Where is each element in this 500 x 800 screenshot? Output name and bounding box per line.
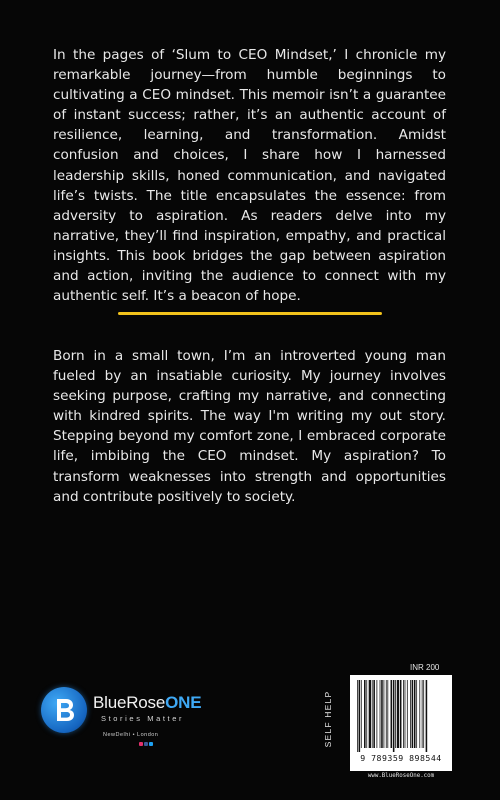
yellow-divider: [118, 312, 382, 315]
publisher-cities: NewDelhi • London: [103, 732, 159, 738]
genre-text: SELF HELP: [323, 690, 333, 748]
barcode-bar: [384, 680, 385, 748]
instagram-icon: [139, 742, 143, 746]
barcode-bar: [373, 680, 375, 748]
social-icons: [139, 742, 153, 746]
barcode-bar: [407, 680, 408, 748]
publisher-tagline: Stories Matter: [101, 714, 185, 723]
barcode-bar: [423, 680, 424, 748]
barcode-bar: [381, 680, 383, 748]
barcode-bar: [410, 680, 411, 748]
blurb-paragraph-1: In the pages of ‘Slum to CEO Mindset,’ I chronicle my remarkable journey—from humble beginnings to cultivating a CEO mindset. This memoir isn’t a guarantee of instant success; rather, it’s an authentic account of resilience, learning, and transformation. Amidst confusion and choices, I share how I harnessed leadership skills, honed communication, and navigated life’s twists. The title encapsulates the essence: from adversity to aspiration. As readers delve into my narrative, they’ll find inspiration, empathy, and practical insights. This book bridges the gap between aspiration and action, inviting the audience to connect with my authentic self. It’s a beacon of hope.: [53, 47, 446, 305]
barcode-bar: [359, 680, 361, 752]
publisher-website: www.BlueRoseOne.com: [367, 773, 435, 779]
barcode-bar: [377, 680, 378, 748]
barcode-bar: [414, 680, 416, 748]
barcode-bar: [419, 680, 420, 748]
barcode-bar: [416, 680, 417, 748]
b-monogram-icon: [41, 687, 87, 733]
barcode-bar: [422, 680, 423, 748]
barcode-bar: [357, 680, 358, 752]
publisher-logo: [41, 687, 231, 747]
publisher-name-part2: ONE: [165, 693, 202, 712]
barcode-bar: [393, 680, 395, 752]
isbn-barcode: [350, 675, 452, 771]
barcode-bar: [366, 680, 367, 748]
barcode-bar: [380, 680, 381, 748]
publisher-name: [93, 693, 201, 713]
twitter-icon: [149, 742, 153, 746]
barcode-bar: [397, 680, 399, 748]
barcode-bar: [426, 680, 428, 752]
barcode-bar: [405, 680, 406, 748]
isbn-digits: 9 789359 898544: [360, 753, 442, 763]
price-label: INR 200: [410, 663, 440, 672]
facebook-icon: [144, 742, 148, 746]
barcode-bar: [403, 680, 404, 748]
publisher-name-part1: BlueRose: [93, 693, 166, 712]
barcode-bar: [387, 680, 388, 748]
barcode-bar: [386, 680, 387, 748]
barcode-bars: [357, 680, 445, 752]
barcode-bar: [391, 680, 393, 748]
barcode-bar: [412, 680, 414, 748]
genre-label: [321, 691, 335, 747]
barcode-bar: [372, 680, 373, 748]
barcode-bar: [364, 680, 366, 748]
barcode-bar: [369, 680, 371, 748]
barcode-bar: [400, 680, 402, 748]
blurb-paragraph-2: Born in a small town, I’m an introverted young man fueled by an insatiable curiosity. My journey involves seeking purpose, crafting my narrative, and connecting with kindred spirits. The way I'm writing my out story. Stepping beyond my comfort zone, I embraced corporate life, imbibing the CEO mindset. My aspiration? To transform weaknesses into strength and opportunities and contribute positively to society.: [53, 348, 446, 505]
barcode-bar: [361, 680, 362, 748]
barcode-bar: [395, 680, 396, 748]
